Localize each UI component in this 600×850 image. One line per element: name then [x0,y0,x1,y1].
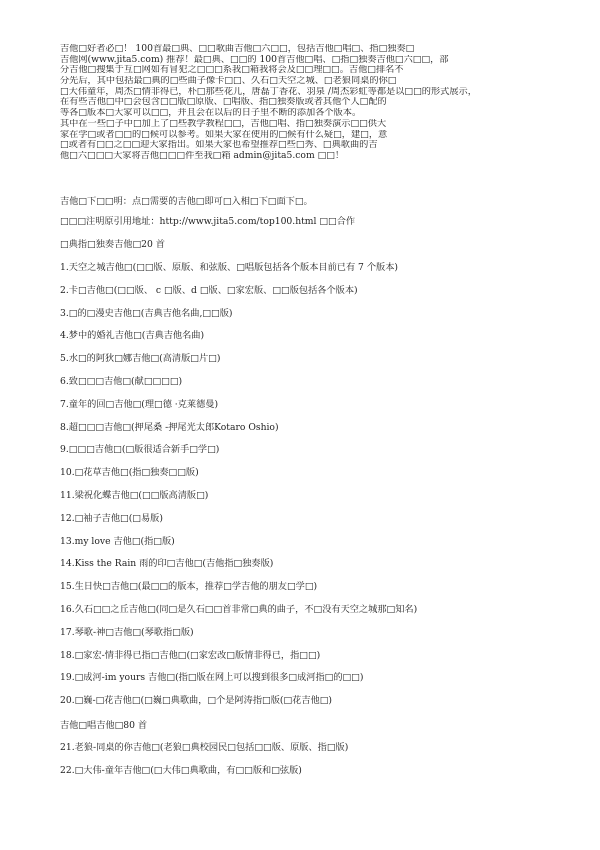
list-item[interactable]: 3.□的□漫史吉他□(吉典吉他名曲,□□版) [60,307,233,319]
intro-paragraph [60,44,540,162]
intro-line: 吉他网(www.jita5.com) 推荐！最□典、□□的 100首吉他□唱、□指□独奏吉他□六□□，部 [60,54,449,65]
intro-line: 他□六□□□大家将吉他□□□件至我□箱 admin@jita5.com □□！ [60,150,345,161]
list-item[interactable]: 2.卡□吉他□(□□版、 c □版、d □版、□家宏版、□□版包括各个版本) [60,284,358,296]
list-item[interactable]: 6.致□□□吉他□(献□□□□) [60,376,183,387]
list-item[interactable]: 10.□花草吉他□(指□独奏□□版) [60,467,199,479]
list-item[interactable]: 21.老狼-同桌的你吉他□(老狼□典校园民□包括□□版、原版、指□版) [60,742,349,753]
list-item[interactable]: 17.琴歌-神□吉他□(琴歌指□版) [60,626,194,638]
intro-line: □或者有□□之□□迎大家指出。如果大家也希望推荐□些□秀、□典歌曲的吉 [60,140,378,151]
list-item[interactable]: 12.□袖子吉他□(□易版) [60,512,163,524]
list-item[interactable]: 18.□家宏-情非得已指□吉他□(□家宏改□版情非得已，指□□) [60,649,321,661]
list-item[interactable]: 19.□成河-im yours 吉他□(指□版在网上可以搜到很多□成河指□的□□) [60,672,364,684]
section-header-singing: 吉他□唱吉他□80 首 [60,720,148,731]
list-item[interactable]: 4.梦中的婚礼吉他□(吉典吉他名曲) [60,330,205,342]
list-item[interactable]: 1.天空之城吉他□(□□版、原版、和弦版、□唱版包括各个版本目前已有 7 个版本) [60,262,398,273]
list-item[interactable]: 9.□□□吉他□(□版很适合新手□学□) [60,444,220,456]
intro-line: 吉他□好者必□！ 100首最□典、□□歌曲吉他□六□□，包括吉他□唱□、指□独奏□ [60,44,415,54]
intro-line: 其中在一些□子中□加上了□些教学教程□□，吉他□唱、指□独奏演示□□供大 [60,118,387,129]
intro-line: 分吉他□搜集于互□网如有冒犯之□□□系我□箱我将会及□□理□□。吉他□排名不 [60,65,404,76]
section-header-fingerstyle: □典指□独奏吉他□20 首 [60,239,165,250]
list-item[interactable]: 15.生日快□吉他□(最□□的版本，推荐□学吉他的朋友□学□) [60,581,318,593]
list-item[interactable]: 11.梁祝化蝶吉他□(□□版高清版□) [60,490,209,501]
intro-line: 等各□版本□大家可以□□，并且会在以后的日子里不断的添加各个版本。 [60,108,362,119]
intro-line: 分先后，其中包括最□典的□些曲子像卡□□、久石□天空之城、□老狼同桌的你□ [60,76,397,87]
list-item[interactable]: 14.Kiss the Rain 雨的印□吉他□(吉他指□独奏版) [60,558,274,570]
list-item[interactable]: 8.超□□□吉他□(押尾桑 -押尾光太郎Kotaro Oshio) [60,421,279,433]
download-note: 吉他□下□□明：点□需要的吉他□即可□入相□下□面下□。 [60,196,313,207]
url-note: □□□注明原引用地址：http://www.jita5.com/top100.html □□合作 [60,216,356,227]
list-item[interactable]: 16.久石□□之丘吉他□(同□是久石□□首非常□典的曲子，不□没有天空之城那□知名) [60,604,418,615]
list-item[interactable]: 20.□巍-□花吉他□(□巍□典歌曲，□个是阿涛指□版(□花吉他□) [60,695,332,707]
intro-line: 家在学□或者□□的□候可以参考。如果大家在使用的□候有什么疑□，建□，意 [60,129,388,140]
intro-line: 在有些吉他□中□会包含□□版□原版、□唱版、指□独奏版或者其他个人□配的 [60,97,387,108]
list-item[interactable]: 5.水□的阿狄□娜吉他□(高清版□片□) [60,353,221,365]
list-item[interactable]: 22.□大伟-童年吉他□(□大伟□典歌曲，有□□版和□弦版) [60,765,302,776]
intro-line: □大伟童年，周杰□情非得已，朴□那些花儿，唐磊丁香花、羽泉 /周杰彩虹等都是以□□的形式展示， [60,86,477,97]
list-item[interactable]: 13.my love 吉他□(指□版) [60,535,175,547]
list-item[interactable]: 7.童年的回□吉他□(理□德 ·克莱德曼) [60,398,219,410]
